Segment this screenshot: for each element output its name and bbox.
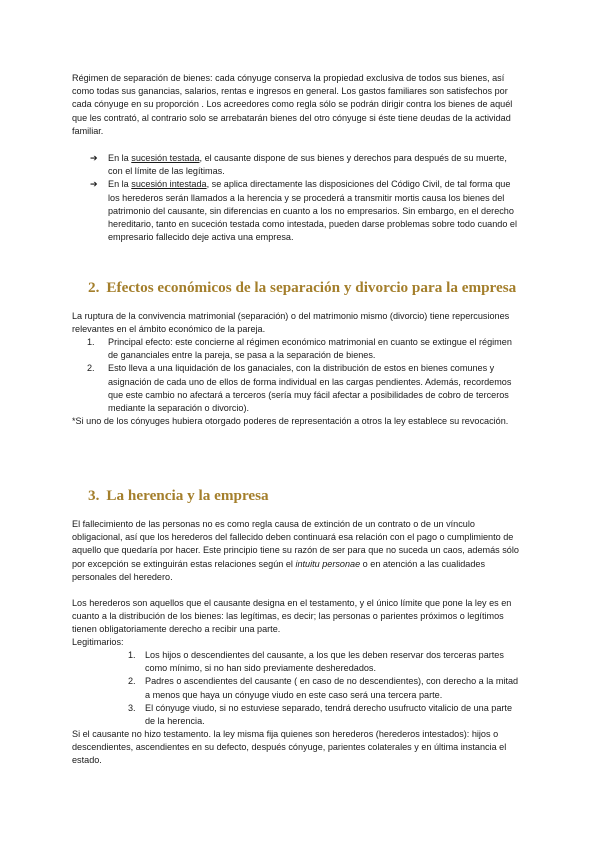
legitimarios-list xyxy=(72,649,522,728)
paragraph-text: El fallecimiento de las personas no es como regla causa de extinción de un contrato o de un vínculo obligacional, así que los herederos del fallecido deben continuará esa relación con el pago o cumplimiento de aquello que quedaría por hacer. Este principio tiene su razón de ser para que no suceda un caos, además sólo por excepción se extinguirán estas relaciones según el xyxy=(72,519,519,569)
list-item xyxy=(72,336,522,362)
bullet-text: , se aplica directamente las disposiciones del Código Civil, de tal forma que los herederos serán llamados a la herencia y se procederá a transmitir mortis causa los bienes del patrimonio del causante, sin diferencias en cuanto a los no empresarios. Sin embargo, en el derecho hereditario, tanto en suceción testada como intestada, pueden darse problemas sobre todo cuando el empresario fallecido deje activa una empresa. xyxy=(108,179,517,243)
bullet-text: , el causante dispone de sus bienes y derechos para después de su muerte, con el límite de las legítimas. xyxy=(108,153,507,177)
italic-term: intuitu personae xyxy=(295,558,361,569)
list-number: 2. xyxy=(87,363,95,374)
list-text: Esto lleva a una liquidación de los ganaciales, con la distribución de estos en bienes comunes y asignación de cada uno de ellos de forma individual en las cargas pendientes. Además, recordemos que este cambio no afectará a terceros (sería muy fácil afectar a posibilidades de cobro de terceros mediante la separación o divorcio). xyxy=(108,363,512,414)
section-2-list xyxy=(72,336,522,415)
list-text: Principal efecto: este concierne al régimen económico matrimonial en cuanto se extingue el régimen de gananciales entre la pareja, se pasa a la separación de bienes. xyxy=(108,337,512,361)
section-2-title: Efectos económicos de la separación y divorcio para la empresa xyxy=(106,279,517,296)
bullet-prefix: En la xyxy=(108,179,132,190)
term-sucesion-intestada: sucesión intestada xyxy=(131,179,207,190)
separacion-bienes-paragraph: Régimen de separación de bienes: cada cónyuge conserva la propiedad exclusiva de todos sus bienes, así como todas sus ganancias, salarios, rentas e ingresos en general. Los gastos familiares son satisfechos por cada cónyuge en su proporción . Los acreedores como regla sólo se podrán dirigir contra los bienes de aquél que les contrató, al contrario solo se arrebatarán bienes del otro cónyuge si éste tiene deudas de la actividad familiar. xyxy=(72,73,513,136)
list-text: El cónyuge viudo, si no estuviese separado, tendrá derecho usufructo vitalicio de una parte de la herencia. xyxy=(145,702,513,727)
list-number: 2. xyxy=(128,676,136,687)
section-3-number: 3. xyxy=(88,487,100,504)
list-number: 1. xyxy=(87,337,95,347)
section-3-paragraph-2: Los herederos son aquellos que el causante designa en el testamento, y el único límite que pone la ley es en cuanto a la distribución de los bienes: las legítimas, es decir; las personas o parientes próximos o legítimos tienen obligatoriamente derecho a recibir una parte. xyxy=(72,598,512,635)
list-text: Padres o ascendientes del causante ( en caso de no descendientes), con derecho a la mitad a menos que haya un cónyuge viudo en este caso será una tercera parte. xyxy=(145,676,519,700)
section-2-note: *Si uno de los cónyuges hubiera otorgado poderes de representación a otros la ley establece su revocación. xyxy=(72,416,509,426)
bullet-sucesion-intestada xyxy=(72,178,522,244)
section-2-heading xyxy=(88,279,516,297)
section-3-paragraph-1 xyxy=(72,518,522,584)
legitimarios-label: Legitimarios: xyxy=(72,637,124,647)
bullet-sucesion-testada xyxy=(72,152,522,178)
list-number: 1. xyxy=(128,650,136,660)
section-2-intro: La ruptura de la convivencia matrimonial (separación) o del matrimonio mismo (divorcio) tiene repercusiones relevantes en el ámbito económico de la pareja. xyxy=(72,311,510,335)
paragraph-text: o en atención a las cualidades personales del heredero. xyxy=(72,558,486,582)
list-number: 3. xyxy=(128,702,136,713)
list-text: Los hijos o descendientes del causante, a los que les deben reservar dos terceras partes como mínimo, si no han sido previamente desheredados. xyxy=(145,650,504,674)
section-3-title: La herencia y la empresa xyxy=(106,487,269,504)
bullet-prefix: En la xyxy=(108,153,132,163)
section-3-heading xyxy=(88,487,269,505)
arrow-icon: ➔ xyxy=(90,179,98,190)
list-item xyxy=(72,649,522,675)
section-3-closing: Si el causante no hizo testamento. la ley misma fija quienes son herederos (herederos intestados): hijos o descendientes, ascendientes en su defecto, después cónyuge, parientes colaterales y en última instancia el estado. xyxy=(72,729,507,766)
list-item xyxy=(72,702,522,728)
sucesion-bullet-list xyxy=(72,152,522,244)
section-2-number: 2. xyxy=(88,279,100,296)
term-sucesion-testada: sucesión testada xyxy=(131,153,200,163)
list-item xyxy=(72,362,522,415)
arrow-icon: ➔ xyxy=(90,153,98,163)
list-item xyxy=(72,675,522,701)
